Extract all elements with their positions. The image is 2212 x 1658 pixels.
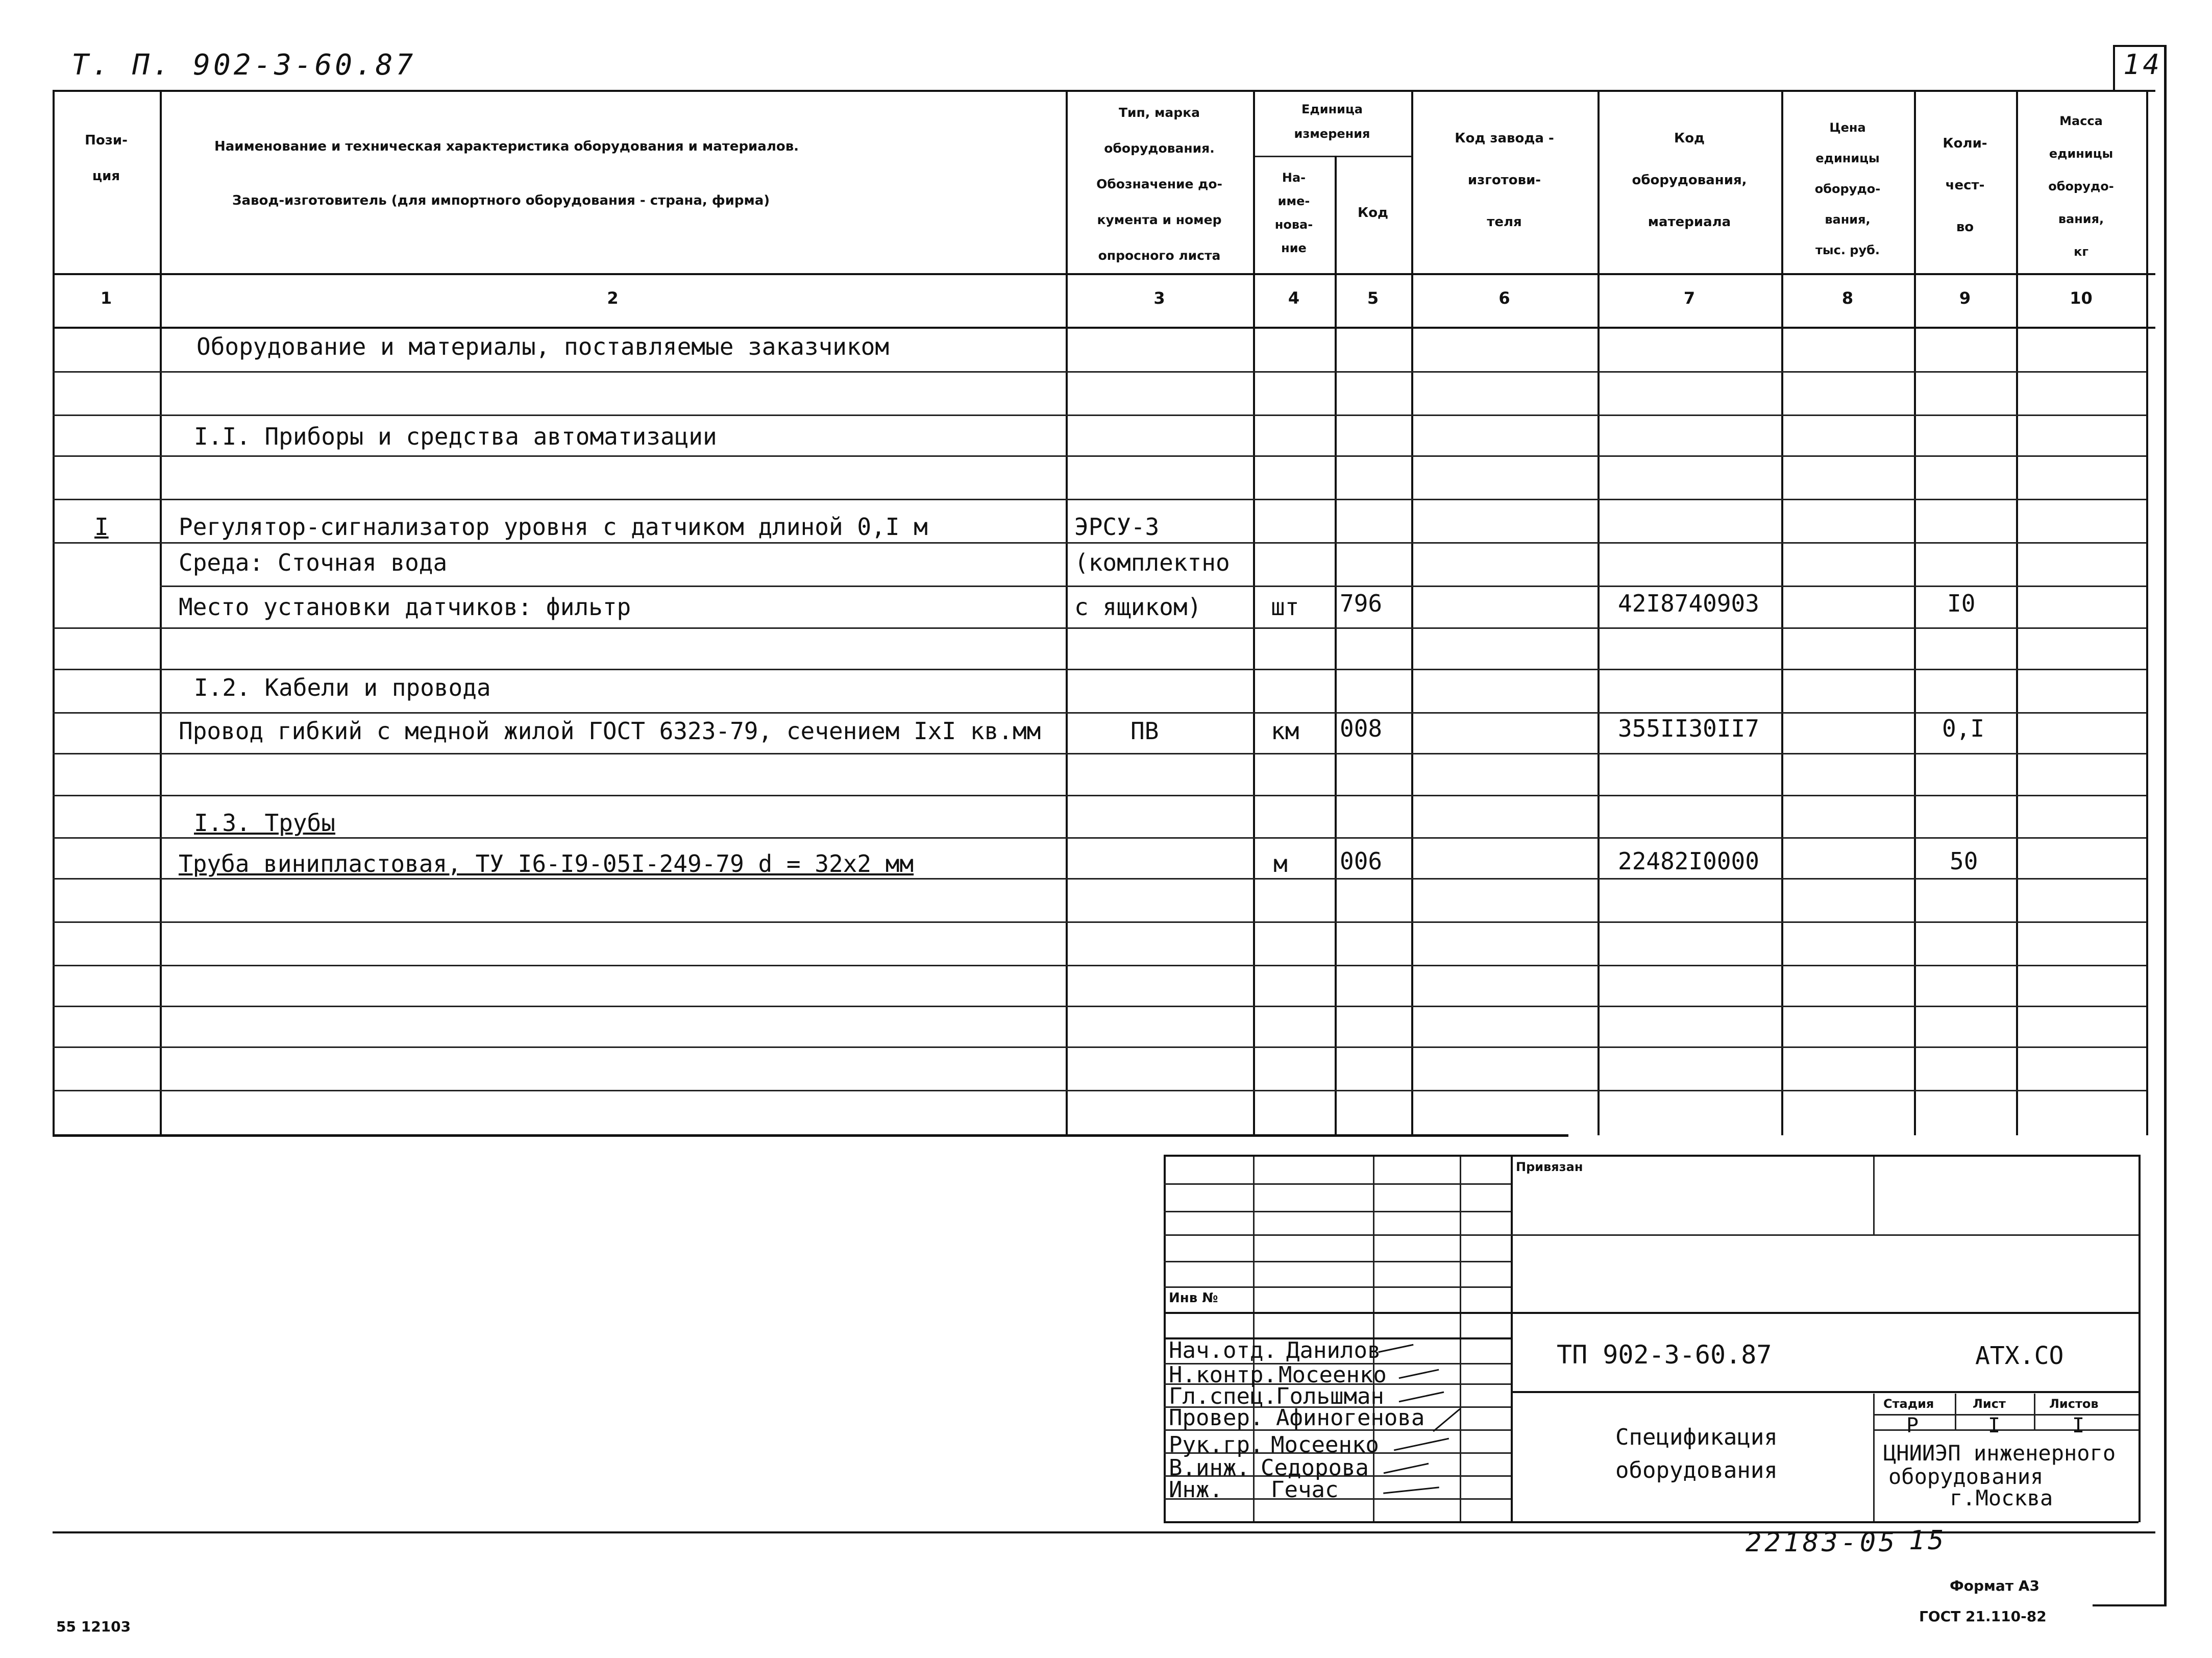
colnum-6: 6: [1498, 288, 1510, 308]
stage-value: Р: [1906, 1414, 1919, 1437]
signer-role-5: Рук.гр.: [1169, 1432, 1264, 1458]
item1-type-line2: (комплектно: [1074, 549, 1230, 576]
stage-label: Стадия: [1883, 1397, 1934, 1411]
item2-name: Провод гибкий с медной жилой ГОСТ 6323-79, сечением IxI кв.мм: [179, 717, 1041, 745]
archive-sheet: 15: [1909, 1525, 1947, 1556]
item2-type: ПВ: [1130, 717, 1159, 745]
signature-mark: [1399, 1392, 1444, 1403]
print-number: 55 12103: [56, 1618, 131, 1635]
document-title-line2: оборудования: [1615, 1457, 1778, 1483]
signature-mark: [1433, 1408, 1461, 1432]
signature-mark: [1383, 1486, 1439, 1494]
item1-unit: шт: [1271, 593, 1299, 621]
header-unit-name: На- име- нова- ние: [1274, 170, 1313, 255]
header-name-line2: Завод-изготовитель (для импортного оборудования - страна, фирма): [232, 193, 770, 208]
header-name-line1: Наименование и техническая характеристика оборудования и материалов.: [214, 139, 799, 154]
item3-name: Труба винипластовая, ТУ I6-I9-05I-249-79 d = 32x2 мм: [179, 850, 914, 877]
colnum-7: 7: [1683, 288, 1695, 308]
colnum-1: 1: [100, 288, 112, 308]
signer-name-7: Гечас: [1271, 1477, 1339, 1503]
item3-quantity: 50: [1950, 847, 1978, 875]
signer-name-5: Мосеенко: [1271, 1432, 1379, 1458]
colnum-4: 4: [1288, 288, 1300, 308]
item3-equipment-code: 22482I0000: [1618, 847, 1759, 875]
signer-name-4: Афиногенова: [1276, 1405, 1425, 1431]
sheets-label: Листов: [2049, 1397, 2099, 1411]
item1-equipment-code: 42I8740903: [1618, 590, 1759, 617]
signer-role-1: Нач.отд.: [1169, 1337, 1277, 1363]
header-quantity: Коли- чест- во: [1943, 136, 1987, 235]
document-mark: АТХ.СО: [1975, 1342, 2064, 1370]
item3-unit-code: 006: [1340, 847, 1383, 875]
project-code: ТП 902-3-60.87: [1557, 1340, 1772, 1370]
signer-role-4: Провер.: [1169, 1405, 1264, 1431]
header-unit-mass: Масса единицы оборудо- вания, кг: [2048, 114, 2114, 259]
header-equipment-code: Код оборудования, материала: [1632, 131, 1747, 230]
header-unit-price: Цена единицы оборудо- вания, тыс. руб.: [1814, 120, 1881, 257]
header-position: Пози- ция: [85, 133, 128, 184]
item1-name-line1: Регулятор-сигнализатор уровня с датчиком длиной 0,I м: [179, 513, 928, 541]
format-label: Формат А3: [1950, 1577, 2039, 1594]
sheet-number: 14: [2123, 48, 2163, 81]
signer-name-2: Мосеенко: [1279, 1362, 1387, 1388]
signer-role-6: В.инж.: [1169, 1455, 1250, 1481]
organization-line1: ЦНИИЭП инженерного: [1883, 1441, 2116, 1466]
item2-equipment-code: 355II30II7: [1618, 715, 1759, 742]
item1-position: I: [94, 513, 109, 541]
sheet-label: Лист: [1973, 1397, 2006, 1411]
colnum-2: 2: [607, 288, 619, 308]
item1-unit-code: 796: [1340, 590, 1383, 617]
section-title-1-2: I.2. Кабели и провода: [194, 674, 491, 701]
colnum-3: 3: [1153, 288, 1165, 308]
item2-unit: км: [1271, 717, 1299, 745]
header-type: Тип, марка оборудования. Обозначение до- кумента и номер опросного листа: [1096, 105, 1222, 263]
colnum-10: 10: [2070, 288, 2093, 308]
section-title-1-3: I.3. Трубы: [194, 809, 335, 837]
section-title-1-1: I.I. Приборы и средства автоматизации: [194, 423, 717, 450]
organization-line2: оборудования: [1888, 1464, 2044, 1489]
sheets-value: I: [2072, 1414, 2085, 1437]
signature-mark: [1384, 1463, 1429, 1474]
item1-name-line3: Место установки датчиков: фильтр: [179, 593, 631, 621]
gost-label: ГОСТ 21.110-82: [1919, 1608, 2047, 1625]
inventory-number-label: Инв №: [1169, 1290, 1218, 1306]
signer-role-2: Н.контр.: [1169, 1362, 1277, 1388]
privyazan-label: Привязан: [1516, 1160, 1583, 1174]
archive-number: 22183-05: [1746, 1527, 1898, 1558]
item3-unit: м: [1273, 850, 1288, 877]
item2-unit-code: 008: [1340, 715, 1383, 742]
signer-role-7: Инж.: [1169, 1477, 1223, 1503]
item1-quantity: I0: [1947, 590, 1976, 617]
signer-role-3: Гл.спец.: [1169, 1383, 1277, 1409]
signature-mark: [1399, 1369, 1439, 1379]
header-plant-code: Код завода - изготови- теля: [1455, 131, 1554, 230]
signer-name-3: Гольшман: [1276, 1383, 1384, 1409]
header-unit-code: Код: [1357, 205, 1389, 221]
item2-quantity: 0,I: [1942, 715, 1985, 742]
item1-name-line2: Среда: Сточная вода: [179, 549, 448, 576]
signature-mark: [1394, 1438, 1449, 1451]
section-title-main: Оборудование и материалы, поставляемые заказчиком: [196, 333, 890, 360]
signer-name-1: Данилов: [1286, 1337, 1381, 1363]
document-code: Т. П. 902-3-60.87: [71, 48, 416, 82]
item1-type-line3: с ящиком): [1074, 593, 1202, 621]
sheet-value: I: [1988, 1414, 2001, 1437]
signature-mark: [1378, 1344, 1413, 1353]
colnum-8: 8: [1841, 288, 1854, 308]
document-title-line1: Спецификация: [1615, 1424, 1778, 1450]
organization-line3: г.Москва: [1950, 1485, 2053, 1510]
colnum-9: 9: [1959, 288, 1971, 308]
signer-name-6: Седорова: [1261, 1455, 1369, 1481]
colnum-5: 5: [1367, 288, 1379, 308]
header-unit-group: Единица измерения: [1294, 102, 1370, 141]
item1-type-line1: ЭРСУ-3: [1074, 513, 1160, 541]
